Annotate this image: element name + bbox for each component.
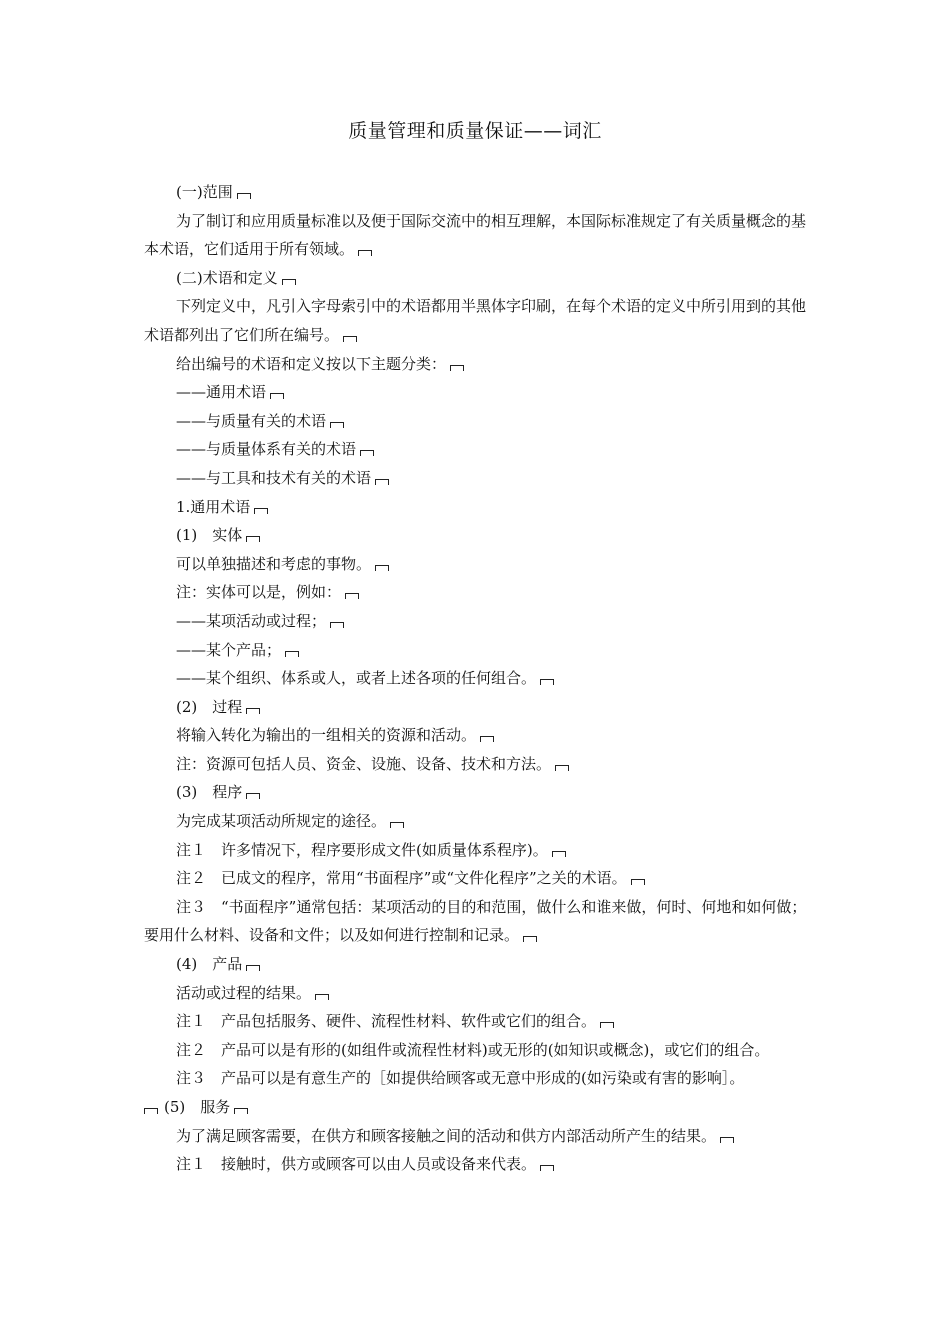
paragraph [144,464,819,493]
paragraph-mark-icon [552,851,566,858]
paragraph-mark-icon [375,479,389,486]
paragraph [144,378,819,407]
paragraph [144,636,819,665]
paragraph [144,864,819,893]
paragraph-text: 注３ 产品可以是有意生产的［如提供给顾客或无意中形成的(如污染或有害的影响］。 [176,1069,745,1088]
paragraph [144,1093,819,1122]
paragraph [144,778,819,807]
paragraph-mark-icon [330,622,344,629]
paragraph [144,207,819,264]
paragraph [144,1122,819,1151]
paragraph-text: 为了制订和应用质量标准以及便于国际交流中的相互理解，本国际标准规定了有关质量概念的基本术语，它们适用于所有领域。 [144,211,807,259]
paragraph-mark-icon [345,593,359,600]
paragraph [144,807,819,836]
paragraph [144,664,819,693]
paragraph [144,493,819,522]
paragraph-mark-icon [540,1165,554,1172]
paragraph [144,750,819,779]
paragraph-text: ——与质量有关的术语 [176,411,327,430]
paragraph [144,1150,819,1179]
paragraph-mark-icon [246,536,260,543]
paragraph-text: (二)术语和定义 [176,268,278,287]
paragraph-text: (3) 程序 [176,783,243,802]
paragraph-mark-icon [234,1108,248,1115]
paragraph-text: 给出编号的术语和定义按以下主题分类： [176,354,447,373]
paragraph-text: ——通用术语 [176,383,267,402]
paragraph [144,1064,819,1093]
paragraph-mark-icon [720,1137,734,1144]
paragraph-mark-icon [390,822,404,829]
paragraph-mark-icon [246,708,260,715]
paragraph-mark-icon [480,736,494,743]
paragraph-mark-icon [540,679,554,686]
paragraph-mark-icon [285,651,299,658]
paragraph [144,550,819,579]
paragraph-text: 注：实体可以是，例如： [176,583,342,602]
paragraph-text: 注：资源可包括人员、资金、设施、设备、技术和方法。 [176,754,552,773]
paragraph [144,950,819,979]
paragraph-text: 注１ 产品包括服务、硬件、流程性材料、软件或它们的组合。 [176,1012,597,1031]
paragraph [144,1036,819,1065]
paragraph-mark-icon [523,936,537,943]
paragraph-text: 下列定义中，凡引入字母索引中的术语都用半黑体字印刷，在每个术语的定义中所引用到的其他术语都列出了它们所在编号。 [144,297,807,344]
document-title: 质量管理和质量保证——词汇 [348,120,602,142]
paragraph-text: (2) 过程 [176,697,243,716]
paragraph [144,721,819,750]
paragraph-mark-icon [282,279,296,286]
paragraph [144,893,819,950]
paragraph-mark-icon [246,793,260,800]
paragraph-text: 为完成某项活动所规定的途径。 [176,812,387,831]
paragraph-text: (5) 服务 [164,1098,231,1116]
paragraph-mark-icon [315,994,329,1001]
paragraph-text: 为了满足顾客需要，在供方和顾客接触之间的活动和供方内部活动所产生的结果。 [176,1126,717,1145]
paragraph-text: ——某项活动或过程； [176,611,327,630]
paragraph-mark-icon [360,450,374,457]
paragraph-text: 将输入转化为输出的一组相关的资源和活动。 [176,726,477,745]
paragraph-mark-icon [631,879,645,886]
paragraph-text: 注３ “书面程序”通常包括：某项活动的目的和范围，做什么和谁来做，何时、何地和如何做；要用什么材料、设备和文件；以及如何进行控制和记录。 [144,897,807,945]
paragraph-mark-icon [237,193,251,200]
document-body [144,178,819,1179]
paragraph-text: ——与质量体系有关的术语 [176,440,357,459]
paragraph-text: 注１ 许多情况下，程序要形成文件(如质量体系程序)。 [176,840,548,859]
paragraph-mark-icon [555,765,569,772]
paragraph [144,178,819,207]
paragraph-text: 注２ 已成文的程序，常用“书面程序”或“文件化程序”之关的术语。 [176,869,627,888]
paragraph-text: 可以单独描述和考虑的事物。 [176,554,372,573]
paragraph-mark-icon [270,393,284,400]
paragraph-mark-icon [254,508,268,515]
paragraph-mark-icon [330,422,344,429]
paragraph-mark-icon [600,1022,614,1029]
paragraph-mark-icon [450,365,464,372]
paragraph [144,693,819,722]
paragraph-mark-icon [375,565,389,572]
paragraph [144,836,819,865]
paragraph [144,521,819,550]
paragraph-text: ——与工具和技术有关的术语 [176,468,372,487]
paragraph-text: 注１ 接触时，供方或顾客可以由人员或设备来代表。 [176,1155,537,1174]
paragraph [144,607,819,636]
paragraph [144,979,819,1008]
paragraph-text: ——某个产品； [176,640,282,659]
paragraph-mark-icon [144,1108,158,1115]
paragraph-text: ——某个组织、体系或人，或者上述各项的任何组合。 [176,669,537,688]
paragraph [144,292,819,349]
paragraph [144,578,819,607]
paragraph-text: (1) 实体 [176,526,243,545]
paragraph-text: (一)范围 [176,183,233,201]
paragraph-text: (4) 产品 [176,955,243,974]
paragraph [144,407,819,436]
paragraph [144,264,819,293]
paragraph-mark-icon [358,250,372,257]
paragraph-mark-icon [343,336,357,343]
paragraph [144,350,819,379]
paragraph-text: 1.通用术语 [176,497,251,516]
paragraph-text: 活动或过程的结果。 [176,983,312,1002]
paragraph [144,435,819,464]
paragraph [144,1007,819,1036]
paragraph-mark-icon [246,965,260,972]
paragraph-text: 注２ 产品可以是有形的(如组件或流程性材料)或无形的(如知识或概念)，或它们的组合。 [176,1040,770,1059]
